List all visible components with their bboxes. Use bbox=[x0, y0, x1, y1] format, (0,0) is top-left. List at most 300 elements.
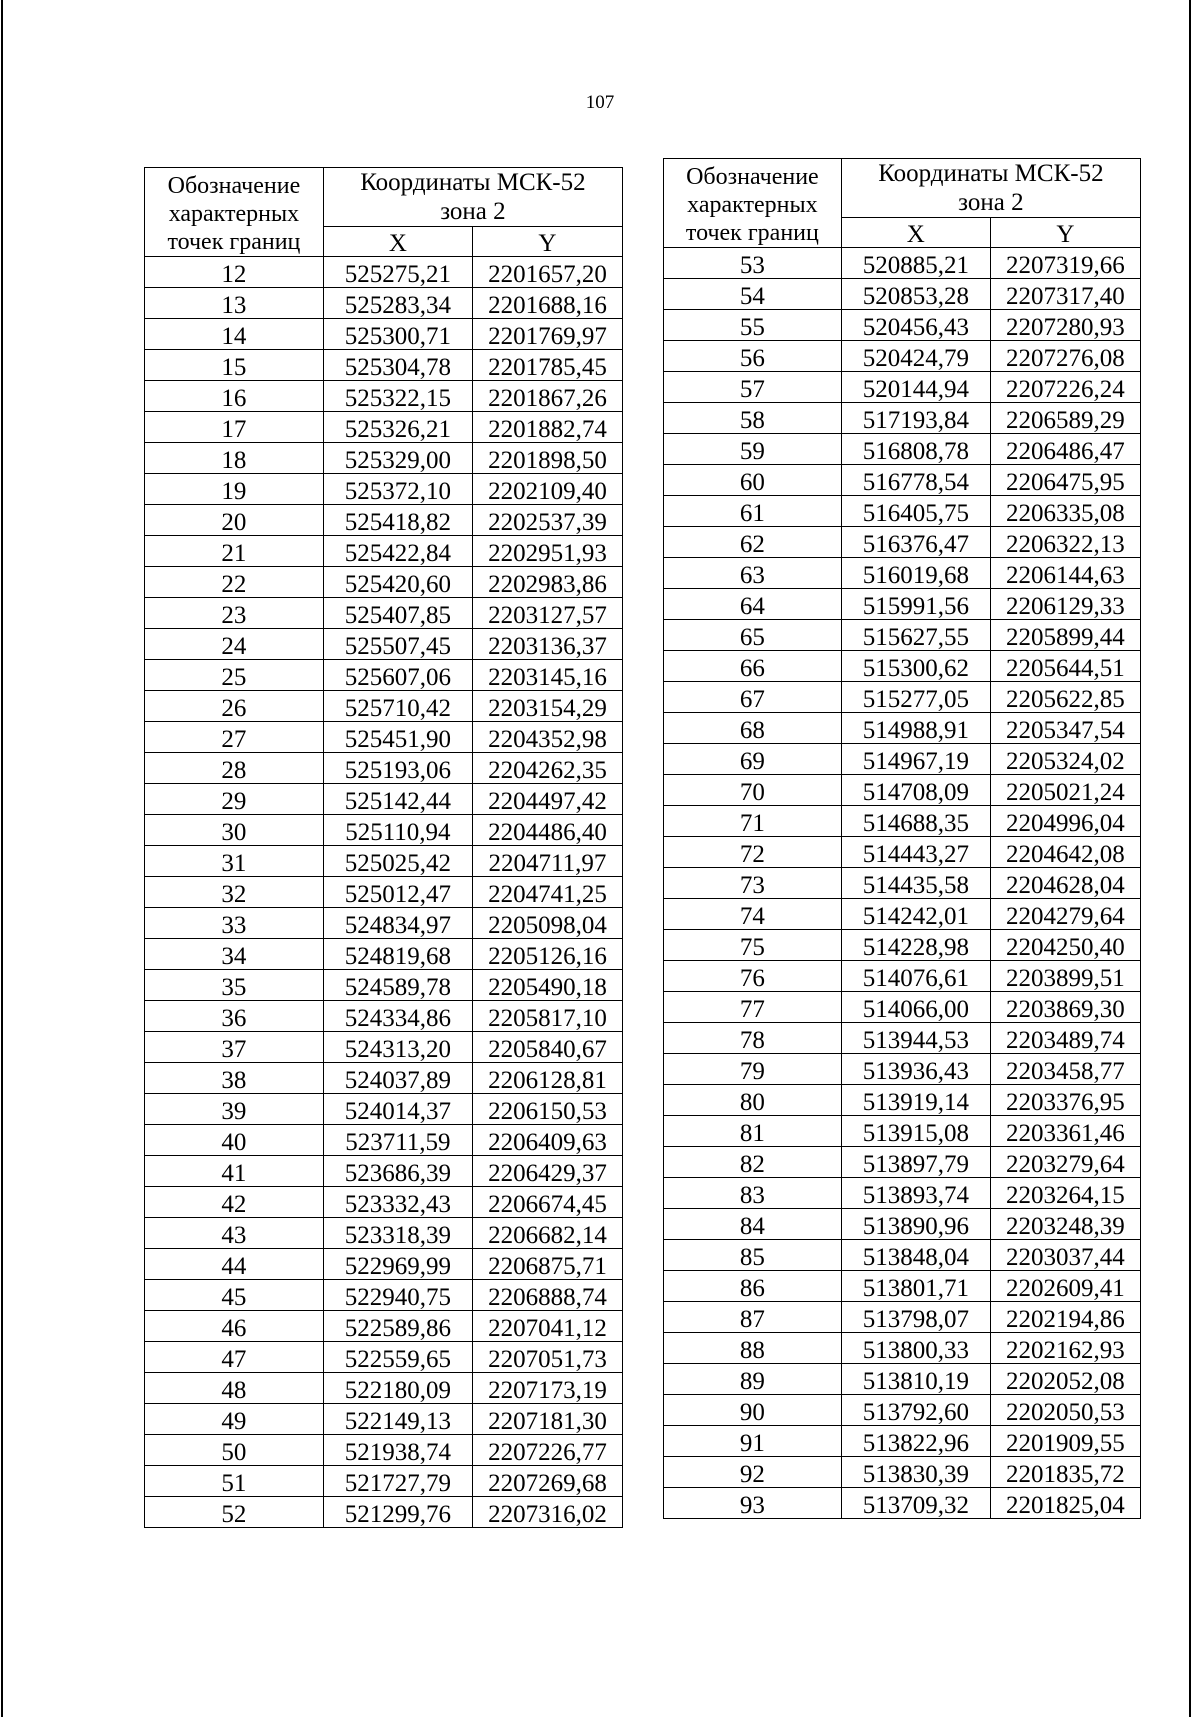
cell-y: 2203869,30 bbox=[990, 992, 1140, 1023]
cell-x: 513792,60 bbox=[841, 1395, 990, 1426]
cell-point: 82 bbox=[664, 1147, 842, 1178]
table-row bbox=[145, 381, 623, 412]
table-row bbox=[145, 846, 623, 877]
cell-x: 513936,43 bbox=[841, 1054, 990, 1085]
cell-y: 2201898,50 bbox=[472, 443, 622, 474]
cell-point: 44 bbox=[145, 1249, 324, 1280]
cell-y: 2204486,40 bbox=[472, 815, 622, 846]
table-row bbox=[664, 1271, 1141, 1302]
cell-point: 39 bbox=[145, 1094, 324, 1125]
table-row bbox=[664, 1085, 1141, 1116]
table-row bbox=[145, 1435, 623, 1466]
table-row bbox=[664, 372, 1141, 403]
cell-x: 517193,84 bbox=[841, 403, 990, 434]
cell-y: 2207041,12 bbox=[472, 1311, 622, 1342]
table-row bbox=[145, 350, 623, 381]
cell-x: 522149,13 bbox=[323, 1404, 472, 1435]
cell-point: 49 bbox=[145, 1404, 324, 1435]
table-row bbox=[145, 319, 623, 350]
cell-x: 523686,39 bbox=[323, 1156, 472, 1187]
table-row bbox=[145, 1466, 623, 1497]
cell-y: 2204250,40 bbox=[990, 930, 1140, 961]
table-row bbox=[145, 1218, 623, 1249]
cell-point: 87 bbox=[664, 1302, 842, 1333]
table-body-left bbox=[145, 257, 623, 1528]
table-row bbox=[145, 815, 623, 846]
table-row bbox=[664, 1364, 1141, 1395]
table-row bbox=[664, 279, 1141, 310]
cell-point: 89 bbox=[664, 1364, 842, 1395]
table-row bbox=[145, 939, 623, 970]
table-row bbox=[145, 660, 623, 691]
cell-y: 2201657,20 bbox=[472, 257, 622, 288]
cell-point: 13 bbox=[145, 288, 324, 319]
cell-point: 42 bbox=[145, 1187, 324, 1218]
cell-x: 525329,00 bbox=[323, 443, 472, 474]
cell-point: 27 bbox=[145, 722, 324, 753]
cell-y: 2207319,66 bbox=[990, 248, 1140, 279]
cell-x: 523711,59 bbox=[323, 1125, 472, 1156]
cell-y: 2204497,42 bbox=[472, 784, 622, 815]
cell-point: 62 bbox=[664, 527, 842, 558]
cell-y: 2202609,41 bbox=[990, 1271, 1140, 1302]
cell-point: 59 bbox=[664, 434, 842, 465]
table-row bbox=[664, 589, 1141, 620]
cell-point: 84 bbox=[664, 1209, 842, 1240]
table-row bbox=[664, 1488, 1141, 1519]
cell-point: 14 bbox=[145, 319, 324, 350]
cell-y: 2206429,37 bbox=[472, 1156, 622, 1187]
cell-point: 25 bbox=[145, 660, 324, 691]
cell-point: 48 bbox=[145, 1373, 324, 1404]
coordinates-table-left bbox=[144, 167, 623, 1528]
cell-y: 2207173,19 bbox=[472, 1373, 622, 1404]
cell-y: 2203899,51 bbox=[990, 961, 1140, 992]
header-point-designation: Обозначение характерных точек границ bbox=[145, 168, 324, 257]
cell-point: 54 bbox=[664, 279, 842, 310]
cell-y: 2204642,08 bbox=[990, 837, 1140, 868]
cell-x: 523318,39 bbox=[323, 1218, 472, 1249]
cell-y: 2202537,39 bbox=[472, 505, 622, 536]
cell-y: 2207276,08 bbox=[990, 341, 1140, 372]
cell-point: 61 bbox=[664, 496, 842, 527]
table-body-right bbox=[664, 248, 1141, 1519]
cell-x: 524589,78 bbox=[323, 970, 472, 1001]
table-row bbox=[664, 992, 1141, 1023]
cell-y: 2206144,63 bbox=[990, 558, 1140, 589]
cell-point: 32 bbox=[145, 877, 324, 908]
header-y: Y bbox=[472, 227, 622, 257]
cell-point: 18 bbox=[145, 443, 324, 474]
cell-x: 515300,62 bbox=[841, 651, 990, 682]
cell-x: 525422,84 bbox=[323, 536, 472, 567]
cell-x: 522969,99 bbox=[323, 1249, 472, 1280]
cell-x: 525142,44 bbox=[323, 784, 472, 815]
table-row bbox=[664, 1240, 1141, 1271]
cell-point: 83 bbox=[664, 1178, 842, 1209]
cell-y: 2205098,04 bbox=[472, 908, 622, 939]
cell-y: 2204262,35 bbox=[472, 753, 622, 784]
cell-point: 24 bbox=[145, 629, 324, 660]
cell-x: 524313,20 bbox=[323, 1032, 472, 1063]
cell-x: 513810,19 bbox=[841, 1364, 990, 1395]
cell-point: 35 bbox=[145, 970, 324, 1001]
cell-point: 81 bbox=[664, 1116, 842, 1147]
table-row bbox=[145, 1001, 623, 1032]
cell-y: 2201909,55 bbox=[990, 1426, 1140, 1457]
cell-y: 2201825,04 bbox=[990, 1488, 1140, 1519]
table-row bbox=[145, 1125, 623, 1156]
cell-x: 513800,33 bbox=[841, 1333, 990, 1364]
table-row bbox=[664, 1395, 1141, 1426]
cell-point: 21 bbox=[145, 536, 324, 567]
cell-y: 2204711,97 bbox=[472, 846, 622, 877]
table-row bbox=[664, 775, 1141, 806]
table-row bbox=[145, 1280, 623, 1311]
table-row bbox=[145, 288, 623, 319]
cell-y: 2207317,40 bbox=[990, 279, 1140, 310]
cell-y: 2203136,37 bbox=[472, 629, 622, 660]
table-row bbox=[145, 1032, 623, 1063]
cell-x: 523332,43 bbox=[323, 1187, 472, 1218]
table-row bbox=[664, 248, 1141, 279]
cell-y: 2207226,24 bbox=[990, 372, 1140, 403]
cell-point: 43 bbox=[145, 1218, 324, 1249]
cell-y: 2203361,46 bbox=[990, 1116, 1140, 1147]
table-row bbox=[145, 567, 623, 598]
cell-point: 79 bbox=[664, 1054, 842, 1085]
table-row bbox=[664, 837, 1141, 868]
cell-x: 516808,78 bbox=[841, 434, 990, 465]
cell-x: 520456,43 bbox=[841, 310, 990, 341]
cell-x: 516376,47 bbox=[841, 527, 990, 558]
cell-point: 88 bbox=[664, 1333, 842, 1364]
cell-x: 520144,94 bbox=[841, 372, 990, 403]
cell-point: 78 bbox=[664, 1023, 842, 1054]
cell-y: 2206322,13 bbox=[990, 527, 1140, 558]
cell-y: 2205021,24 bbox=[990, 775, 1140, 806]
cell-x: 514242,01 bbox=[841, 899, 990, 930]
table-row bbox=[664, 1116, 1141, 1147]
cell-y: 2205490,18 bbox=[472, 970, 622, 1001]
cell-point: 47 bbox=[145, 1342, 324, 1373]
cell-x: 525275,21 bbox=[323, 257, 472, 288]
header-coordinates-zone: зона 2 bbox=[440, 198, 506, 225]
table-row bbox=[145, 412, 623, 443]
cell-x: 525372,10 bbox=[323, 474, 472, 505]
cell-point: 73 bbox=[664, 868, 842, 899]
table-row bbox=[145, 691, 623, 722]
table-row bbox=[145, 722, 623, 753]
table-row bbox=[145, 1497, 623, 1528]
cell-point: 68 bbox=[664, 713, 842, 744]
cell-y: 2203154,29 bbox=[472, 691, 622, 722]
table-row bbox=[145, 443, 623, 474]
cell-x: 514076,61 bbox=[841, 961, 990, 992]
table-row bbox=[664, 434, 1141, 465]
cell-x: 513798,07 bbox=[841, 1302, 990, 1333]
cell-y: 2202162,93 bbox=[990, 1333, 1140, 1364]
cell-x: 524037,89 bbox=[323, 1063, 472, 1094]
cell-x: 522940,75 bbox=[323, 1280, 472, 1311]
cell-x: 525407,85 bbox=[323, 598, 472, 629]
cell-y: 2204741,25 bbox=[472, 877, 622, 908]
cell-y: 2205899,44 bbox=[990, 620, 1140, 651]
cell-point: 41 bbox=[145, 1156, 324, 1187]
cell-point: 36 bbox=[145, 1001, 324, 1032]
table-row bbox=[664, 620, 1141, 651]
cell-x: 525607,06 bbox=[323, 660, 472, 691]
cell-x: 521938,74 bbox=[323, 1435, 472, 1466]
cell-x: 513830,39 bbox=[841, 1457, 990, 1488]
cell-x: 513944,53 bbox=[841, 1023, 990, 1054]
cell-y: 2206475,95 bbox=[990, 465, 1140, 496]
cell-x: 525710,42 bbox=[323, 691, 472, 722]
cell-x: 525300,71 bbox=[323, 319, 472, 350]
cell-y: 2205324,02 bbox=[990, 744, 1140, 775]
cell-y: 2203376,95 bbox=[990, 1085, 1140, 1116]
table-row bbox=[145, 1063, 623, 1094]
cell-point: 30 bbox=[145, 815, 324, 846]
cell-point: 19 bbox=[145, 474, 324, 505]
header-x: X bbox=[323, 227, 472, 257]
cell-x: 524819,68 bbox=[323, 939, 472, 970]
cell-point: 55 bbox=[664, 310, 842, 341]
cell-x: 525420,60 bbox=[323, 567, 472, 598]
table-row bbox=[664, 465, 1141, 496]
cell-point: 77 bbox=[664, 992, 842, 1023]
cell-point: 28 bbox=[145, 753, 324, 784]
cell-x: 513915,08 bbox=[841, 1116, 990, 1147]
cell-x: 514688,35 bbox=[841, 806, 990, 837]
header-coordinates-zone: зона 2 bbox=[958, 189, 1024, 216]
table-row bbox=[664, 961, 1141, 992]
header-coordinates-title: Координаты МСК-52 bbox=[878, 160, 1104, 187]
cell-y: 2205347,54 bbox=[990, 713, 1140, 744]
cell-y: 2201882,74 bbox=[472, 412, 622, 443]
cell-y: 2201835,72 bbox=[990, 1457, 1140, 1488]
cell-y: 2201769,97 bbox=[472, 319, 622, 350]
cell-x: 525025,42 bbox=[323, 846, 472, 877]
cell-point: 50 bbox=[145, 1435, 324, 1466]
table-row bbox=[664, 558, 1141, 589]
cell-x: 514435,58 bbox=[841, 868, 990, 899]
cell-y: 2205126,16 bbox=[472, 939, 622, 970]
header-x: X bbox=[841, 218, 990, 248]
cell-y: 2202052,08 bbox=[990, 1364, 1140, 1395]
cell-point: 64 bbox=[664, 589, 842, 620]
cell-y: 2205817,10 bbox=[472, 1001, 622, 1032]
table-row bbox=[664, 651, 1141, 682]
cell-point: 53 bbox=[664, 248, 842, 279]
cell-y: 2207226,77 bbox=[472, 1435, 622, 1466]
cell-y: 2207051,73 bbox=[472, 1342, 622, 1373]
cell-x: 522559,65 bbox=[323, 1342, 472, 1373]
cell-point: 92 bbox=[664, 1457, 842, 1488]
table-row bbox=[145, 536, 623, 567]
cell-point: 66 bbox=[664, 651, 842, 682]
table-row bbox=[145, 505, 623, 536]
table-row bbox=[145, 784, 623, 815]
cell-point: 75 bbox=[664, 930, 842, 961]
table-row bbox=[664, 1023, 1141, 1054]
cell-point: 65 bbox=[664, 620, 842, 651]
cell-y: 2203489,74 bbox=[990, 1023, 1140, 1054]
cell-y: 2205840,67 bbox=[472, 1032, 622, 1063]
cell-point: 33 bbox=[145, 908, 324, 939]
cell-point: 22 bbox=[145, 567, 324, 598]
cell-x: 514228,98 bbox=[841, 930, 990, 961]
cell-x: 514967,19 bbox=[841, 744, 990, 775]
cell-y: 2207269,68 bbox=[472, 1466, 622, 1497]
cell-x: 521727,79 bbox=[323, 1466, 472, 1497]
cell-y: 2206335,08 bbox=[990, 496, 1140, 527]
table-row bbox=[664, 899, 1141, 930]
cell-point: 51 bbox=[145, 1466, 324, 1497]
table-row bbox=[664, 310, 1141, 341]
table-row bbox=[664, 496, 1141, 527]
table-row bbox=[664, 1426, 1141, 1457]
cell-point: 46 bbox=[145, 1311, 324, 1342]
cell-x: 521299,76 bbox=[323, 1497, 472, 1528]
cell-point: 34 bbox=[145, 939, 324, 970]
table-row bbox=[145, 753, 623, 784]
cell-y: 2206888,74 bbox=[472, 1280, 622, 1311]
cell-y: 2202050,53 bbox=[990, 1395, 1140, 1426]
cell-point: 17 bbox=[145, 412, 324, 443]
cell-x: 525193,06 bbox=[323, 753, 472, 784]
cell-y: 2203458,77 bbox=[990, 1054, 1140, 1085]
cell-y: 2206674,45 bbox=[472, 1187, 622, 1218]
cell-x: 514066,00 bbox=[841, 992, 990, 1023]
cell-y: 2204628,04 bbox=[990, 868, 1140, 899]
table-row bbox=[145, 1373, 623, 1404]
cell-y: 2203127,57 bbox=[472, 598, 622, 629]
table-row bbox=[664, 1302, 1141, 1333]
cell-y: 2206589,29 bbox=[990, 403, 1140, 434]
table-row bbox=[145, 474, 623, 505]
table-row bbox=[664, 744, 1141, 775]
cell-x: 525110,94 bbox=[323, 815, 472, 846]
cell-y: 2207181,30 bbox=[472, 1404, 622, 1435]
cell-x: 513801,71 bbox=[841, 1271, 990, 1302]
cell-point: 76 bbox=[664, 961, 842, 992]
cell-y: 2207280,93 bbox=[990, 310, 1140, 341]
table-row bbox=[664, 1209, 1141, 1240]
cell-point: 85 bbox=[664, 1240, 842, 1271]
table-row bbox=[145, 1249, 623, 1280]
cell-point: 12 bbox=[145, 257, 324, 288]
cell-x: 525451,90 bbox=[323, 722, 472, 753]
cell-x: 516778,54 bbox=[841, 465, 990, 496]
cell-x: 522180,09 bbox=[323, 1373, 472, 1404]
cell-point: 26 bbox=[145, 691, 324, 722]
cell-point: 91 bbox=[664, 1426, 842, 1457]
cell-y: 2204352,98 bbox=[472, 722, 622, 753]
cell-x: 515277,05 bbox=[841, 682, 990, 713]
cell-x: 516405,75 bbox=[841, 496, 990, 527]
cell-point: 16 bbox=[145, 381, 324, 412]
cell-y: 2205622,85 bbox=[990, 682, 1140, 713]
cell-y: 2202109,40 bbox=[472, 474, 622, 505]
cell-y: 2201867,26 bbox=[472, 381, 622, 412]
cell-y: 2203264,15 bbox=[990, 1178, 1140, 1209]
cell-point: 93 bbox=[664, 1488, 842, 1519]
cell-x: 514708,09 bbox=[841, 775, 990, 806]
cell-x: 524334,86 bbox=[323, 1001, 472, 1032]
cell-x: 525507,45 bbox=[323, 629, 472, 660]
cell-y: 2201688,16 bbox=[472, 288, 622, 319]
cell-x: 520424,79 bbox=[841, 341, 990, 372]
cell-x: 516019,68 bbox=[841, 558, 990, 589]
cell-point: 60 bbox=[664, 465, 842, 496]
cell-y: 2201785,45 bbox=[472, 350, 622, 381]
cell-y: 2206128,81 bbox=[472, 1063, 622, 1094]
header-coordinates bbox=[323, 168, 622, 227]
cell-point: 37 bbox=[145, 1032, 324, 1063]
cell-point: 72 bbox=[664, 837, 842, 868]
cell-y: 2206129,33 bbox=[990, 589, 1140, 620]
cell-y: 2203037,44 bbox=[990, 1240, 1140, 1271]
cell-y: 2202951,93 bbox=[472, 536, 622, 567]
table-row bbox=[664, 868, 1141, 899]
table-row bbox=[145, 908, 623, 939]
cell-point: 57 bbox=[664, 372, 842, 403]
cell-point: 38 bbox=[145, 1063, 324, 1094]
cell-point: 56 bbox=[664, 341, 842, 372]
cell-x: 525283,34 bbox=[323, 288, 472, 319]
cell-x: 513919,14 bbox=[841, 1085, 990, 1116]
cell-point: 58 bbox=[664, 403, 842, 434]
cell-x: 513709,32 bbox=[841, 1488, 990, 1519]
header-y: Y bbox=[990, 218, 1140, 248]
table-row bbox=[664, 527, 1141, 558]
table-row bbox=[145, 629, 623, 660]
table-row bbox=[664, 1178, 1141, 1209]
cell-point: 86 bbox=[664, 1271, 842, 1302]
cell-x: 515991,56 bbox=[841, 589, 990, 620]
table-row bbox=[664, 341, 1141, 372]
cell-point: 90 bbox=[664, 1395, 842, 1426]
table-row bbox=[145, 598, 623, 629]
cell-x: 524834,97 bbox=[323, 908, 472, 939]
cell-x: 525304,78 bbox=[323, 350, 472, 381]
cell-point: 69 bbox=[664, 744, 842, 775]
table-row bbox=[145, 1187, 623, 1218]
cell-point: 70 bbox=[664, 775, 842, 806]
cell-x: 522589,86 bbox=[323, 1311, 472, 1342]
cell-point: 29 bbox=[145, 784, 324, 815]
cell-point: 80 bbox=[664, 1085, 842, 1116]
cell-x: 520853,28 bbox=[841, 279, 990, 310]
cell-y: 2206150,53 bbox=[472, 1094, 622, 1125]
header-point-designation: Обозначение характерных точек границ bbox=[664, 159, 842, 248]
table-row bbox=[145, 1404, 623, 1435]
table-row bbox=[664, 682, 1141, 713]
cell-x: 525012,47 bbox=[323, 877, 472, 908]
cell-y: 2206682,14 bbox=[472, 1218, 622, 1249]
table-row bbox=[664, 713, 1141, 744]
cell-point: 31 bbox=[145, 846, 324, 877]
cell-point: 15 bbox=[145, 350, 324, 381]
table-row bbox=[664, 403, 1141, 434]
table-row bbox=[145, 1311, 623, 1342]
cell-x: 514443,27 bbox=[841, 837, 990, 868]
coordinates-table-right bbox=[663, 158, 1141, 1519]
cell-x: 513890,96 bbox=[841, 1209, 990, 1240]
table-row bbox=[664, 1333, 1141, 1364]
cell-y: 2205644,51 bbox=[990, 651, 1140, 682]
